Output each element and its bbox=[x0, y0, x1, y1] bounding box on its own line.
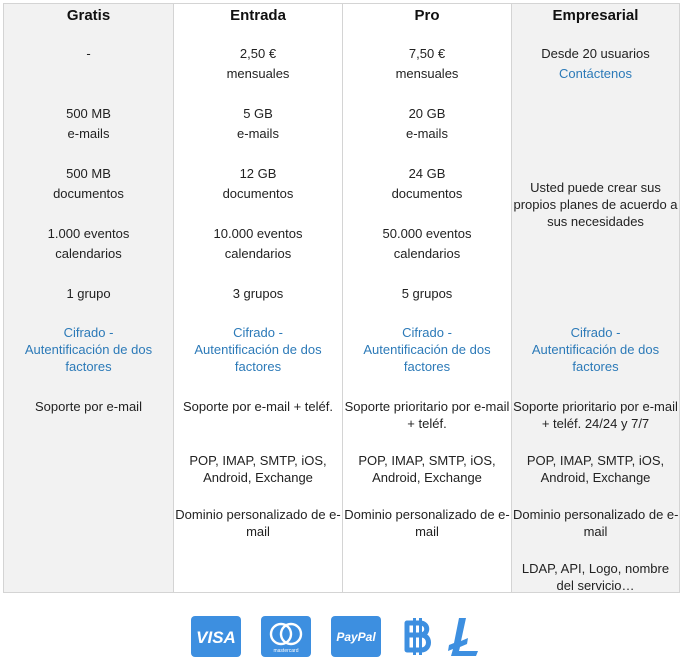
document-storage: 12 GB documentos bbox=[222, 166, 294, 201]
groups: 5 grupos bbox=[401, 286, 453, 301]
plan-name: Empresarial bbox=[552, 7, 639, 24]
custom-domain: Dominio personalizado de e- mail bbox=[344, 507, 510, 539]
payment-methods bbox=[0, 616, 684, 658]
plan-price: - bbox=[86, 46, 91, 61]
plan-price: 7,50 € mensuales bbox=[395, 46, 459, 81]
plan-column-gratis bbox=[4, 4, 173, 592]
plan-column-empresarial bbox=[511, 4, 679, 592]
calendar-events: 50.000 eventos calendarios bbox=[382, 226, 472, 261]
plan-column-pro bbox=[342, 4, 511, 592]
plan-name: Entrada bbox=[230, 7, 286, 24]
protocols: POP, IMAP, SMTP, iOS, Android, Exchange bbox=[189, 453, 327, 485]
calendar-events: 1.000 eventos calendarios bbox=[47, 226, 130, 261]
support: Soporte prioritario por e-mail + teléf. 24/24 y 7/7 bbox=[513, 399, 678, 431]
groups: 1 grupo bbox=[66, 286, 111, 301]
groups: 3 grupos bbox=[232, 286, 284, 301]
email-storage: 5 GB e-mails bbox=[237, 106, 279, 141]
security-link[interactable]: Cifrado - Autentificación de dos factores bbox=[24, 325, 153, 374]
litecoin-icon bbox=[448, 616, 480, 657]
pricing-table bbox=[3, 3, 680, 593]
protocols: POP, IMAP, SMTP, iOS, Android, Exchange bbox=[526, 453, 665, 485]
support: Soporte por e-mail + teléf. bbox=[183, 399, 333, 414]
svg-text:mastercard: mastercard bbox=[273, 648, 299, 654]
plan-column-entrada bbox=[173, 4, 342, 592]
visa-icon bbox=[191, 616, 241, 657]
security-link[interactable]: Cifrado - Autentificación de dos factores bbox=[194, 325, 322, 374]
extras: LDAP, API, Logo, nombre del servicio… bbox=[521, 561, 670, 593]
custom-domain: Dominio personalizado de e- mail bbox=[513, 507, 679, 539]
support: Soporte prioritario por e-mail + teléf. bbox=[344, 399, 510, 431]
security-link[interactable]: Cifrado - Autentificación de dos factores bbox=[363, 325, 491, 374]
protocols: POP, IMAP, SMTP, iOS, Android, Exchange bbox=[358, 453, 496, 485]
contact-link[interactable]: Contáctenos bbox=[559, 66, 632, 81]
plan-name: Gratis bbox=[66, 7, 111, 24]
svg-text:VISA: VISA bbox=[196, 628, 236, 647]
document-storage: 24 GB documentos bbox=[391, 166, 463, 201]
custom-domain: Dominio personalizado de e- mail bbox=[175, 507, 341, 539]
security-link[interactable]: Cifrado - Autentificación de dos factores bbox=[531, 325, 660, 374]
email-storage: 20 GB e-mails bbox=[406, 106, 448, 141]
custom-plans-note: Usted puede crear sus propios planes de acuerdo a sus necesidades bbox=[513, 180, 678, 229]
plan-price: Desde 20 usuarios Contáctenos bbox=[512, 44, 679, 84]
plan-price: 2,50 € mensuales bbox=[226, 46, 290, 81]
plan-name: Pro bbox=[414, 7, 440, 24]
document-storage: 500 MB documentos bbox=[53, 166, 124, 201]
mastercard-icon bbox=[261, 616, 311, 657]
support: Soporte por e-mail bbox=[35, 399, 142, 414]
paypal-icon bbox=[331, 616, 381, 657]
bitcoin-icon bbox=[402, 616, 432, 657]
svg-text:PayPal: PayPal bbox=[336, 630, 376, 644]
email-storage: 500 MB e-mails bbox=[66, 106, 111, 141]
calendar-events: 10.000 eventos calendarios bbox=[213, 226, 303, 261]
